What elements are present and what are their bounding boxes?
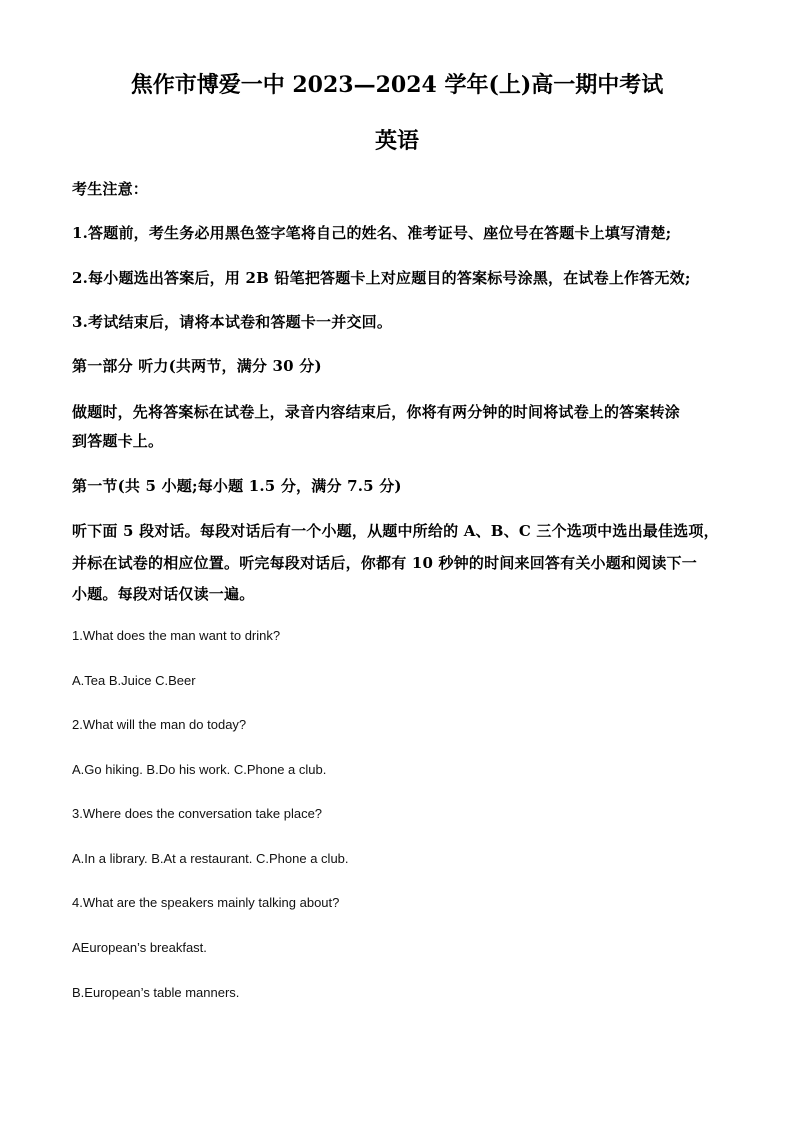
instruction-line: 并标在试卷的相应位置。听完每段对话后，你都有 10 秒钟的时间来回答有关小题和阅读下一 xyxy=(72,554,697,572)
question-options: B.European’s table manners. xyxy=(72,985,240,1000)
notice-item: 1.答题前，考生务必用黑色签字笔将自己的姓名、准考证号、座位号在答题卡上填写清楚; xyxy=(72,224,672,242)
question-text: 1.What does the man want to drink? xyxy=(72,628,281,643)
instruction-line: 小题。每段对话仅读一遍。 xyxy=(72,585,255,603)
part-heading: 第一部分 听力(共两节，满分 30 分) xyxy=(72,357,322,375)
exam-title: 焦作市博爱一中 2023—2024 学年(上)高一期中考试 xyxy=(130,72,664,98)
question-text: 2.What will the man do today? xyxy=(72,717,247,732)
instruction-line: 到答题卡上。 xyxy=(72,432,164,450)
subject-title: 英语 xyxy=(374,128,419,154)
question-options: A.Tea B.Juice C.Beer xyxy=(72,673,196,688)
instruction-line: 做题时，先将答案标在试卷上，录音内容结束后，你将有两分钟的时间将试卷上的答案转涂 xyxy=(72,403,681,421)
question-options: AEuropean’s breakfast. xyxy=(72,940,207,955)
question-options: A.Go hiking. B.Do his work. C.Phone a club. xyxy=(72,762,327,777)
notice-heading: 考生注意： xyxy=(72,180,149,198)
instruction-line: 听下面 5 段对话。每段对话后有一个小题，从题中所给的 A、B、C 三个选项中选出最佳选项， xyxy=(72,522,719,540)
question-options: A.In a library. B.At a restaurant. C.Phone a club. xyxy=(72,851,349,866)
question-text: 3.Where does the conversation take place? xyxy=(72,806,323,821)
question-text: 4.What are the speakers mainly talking about? xyxy=(72,895,340,910)
notice-item: 3.考试结束后，请将本试卷和答题卡一并交回。 xyxy=(72,313,393,331)
section-heading: 第一节(共 5 小题;每小题 1.5 分，满分 7.5 分) xyxy=(72,477,402,495)
notice-item: 2.每小题选出答案后，用 2B 铅笔把答题卡上对应题目的答案标号涂黑，在试卷上作答无效; xyxy=(72,269,691,287)
